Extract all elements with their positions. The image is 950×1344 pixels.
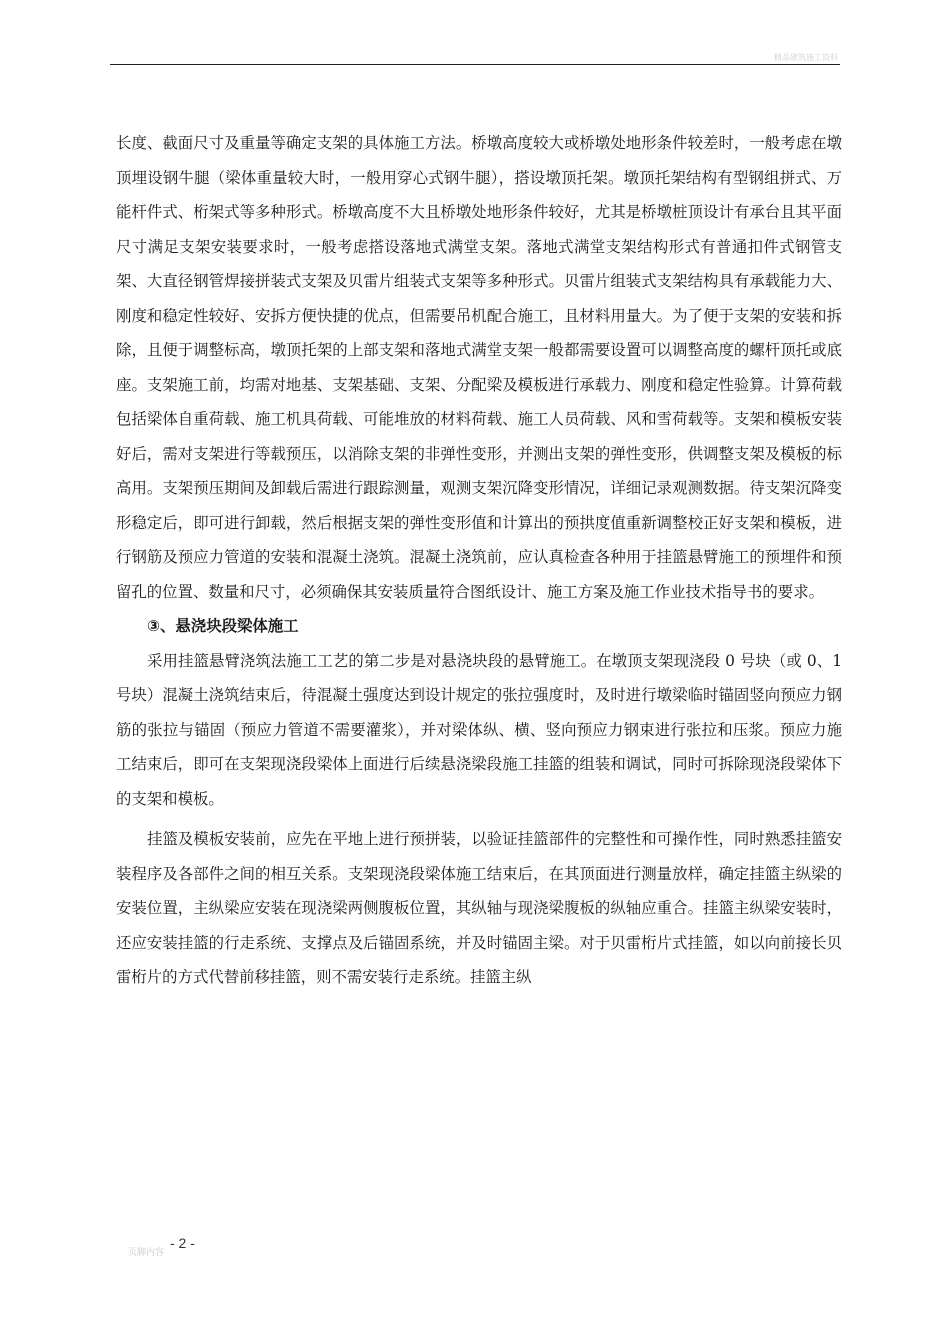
document-body	[116, 126, 842, 995]
paragraph-cantilever-casting: 采用挂篮悬臂浇筑法施工工艺的第二步是对悬浇块段的悬臂施工。在墩顶支架现浇段 0 号块（或 0、1 号块）混凝土浇筑结束后，待混凝土强度达到设计规定的张拉强度时，及时进行墩梁临时锚固竖向预应力钢筋的张拉与锚固（预应力管道不需要灌浆），并对梁体纵、横、竖向预应力钢束进行张拉和压浆。预应力施工结束后，即可在支架现浇段梁体上面进行后续悬浇梁段施工挂篮的组装和调试，同时可拆除现浇段梁体下的支架和模板。	[116, 651, 842, 808]
paragraph-support-construction: 长度、截面尺寸及重量等确定支架的具体施工方法。桥墩高度较大或桥墩处地形条件较差时，一般考虑在墩顶埋设钢牛腿（梁体重量较大时，一般用穿心式钢牛腿），搭设墩顶托架。墩顶托架结构有型钢组拼式、万能杆件式、桁架式等多种形式。桥墩高度不大且桥墩处地形条件较好，尤其是桥墩桩顶设计有承台且其平面尺寸满足支架安装要求时，一般考虑搭设落地式满堂支架。落地式满堂支架结构形式有普通扣件式钢管支架、大直径钢管焊接拼装式支架及贝雷片组装式支架等多种形式。贝雷片组装式支架结构具有承载能力大、刚度和稳定性较好、安拆方便快捷的优点，但需要吊机配合施工，且材料用量大。为了便于支架的安装和拆除，且便于调整标高，墩顶托架的上部支架和落地式满堂支架一般都需要设置可以调整高度的螺杆顶托或底座。支架施工前，均需对地基、支架基础、支架、分配梁及模板进行承载力、刚度和稳定性验算。计算荷载包括梁体自重荷载、施工机具荷载、可能堆放的材料荷载、施工人员荷载、风和雪荷载等。支架和模板安装好后，需对支架进行等载预压，以消除支架的非弹性变形，并测出支架的弹性变形，供调整支架及模板的标高用。支架预压期间及卸载后需进行跟踪测量，观测支架沉降变形情况，详细记录观测数据。待支架沉降变形稳定后，即可进行卸载，然后根据支架的弹性变形值和计算出的预拱度值重新调整校正好支架和模板，进行钢筋及预应力管道的安装和混凝土浇筑。混凝土浇筑前，应认真检查各种用于挂篮悬臂施工的预埋件和预留孔的位置、数量和尺寸，必须确保其安装质量符合图纸设计、施工方案及施工作业技术指导书的要求。	[116, 134, 842, 601]
section-heading: ③、悬浇块段梁体施工	[147, 617, 299, 635]
page-number: - 2 -	[170, 1235, 195, 1251]
footer-text: 页脚内容	[128, 1248, 165, 1258]
header-text: 精品建筑施工资料	[774, 53, 838, 62]
paragraph-form-traveler-installation: 挂篮及模板安装前，应先在平地上进行预拼装，以验证挂篮部件的完整性和可操作性，同时熟悉挂篮安装程序及各部件之间的相互关系。支架现浇段梁体施工结束后，在其顶面进行测量放样，确定挂篮主纵梁的安装位置，主纵梁应安装在现浇梁两侧腹板位置，其纵轴与现浇梁腹板的纵轴应重合。挂篮主纵梁安装时，还应安装挂篮的行走系统、支撑点及后锚固系统，并及时锚固主梁。对于贝雷桁片式挂篮，如以向前接长贝雷桁片的方式代替前移挂篮，则不需安装行走系统。挂篮主纵	[116, 830, 842, 986]
header-rule	[110, 64, 840, 65]
